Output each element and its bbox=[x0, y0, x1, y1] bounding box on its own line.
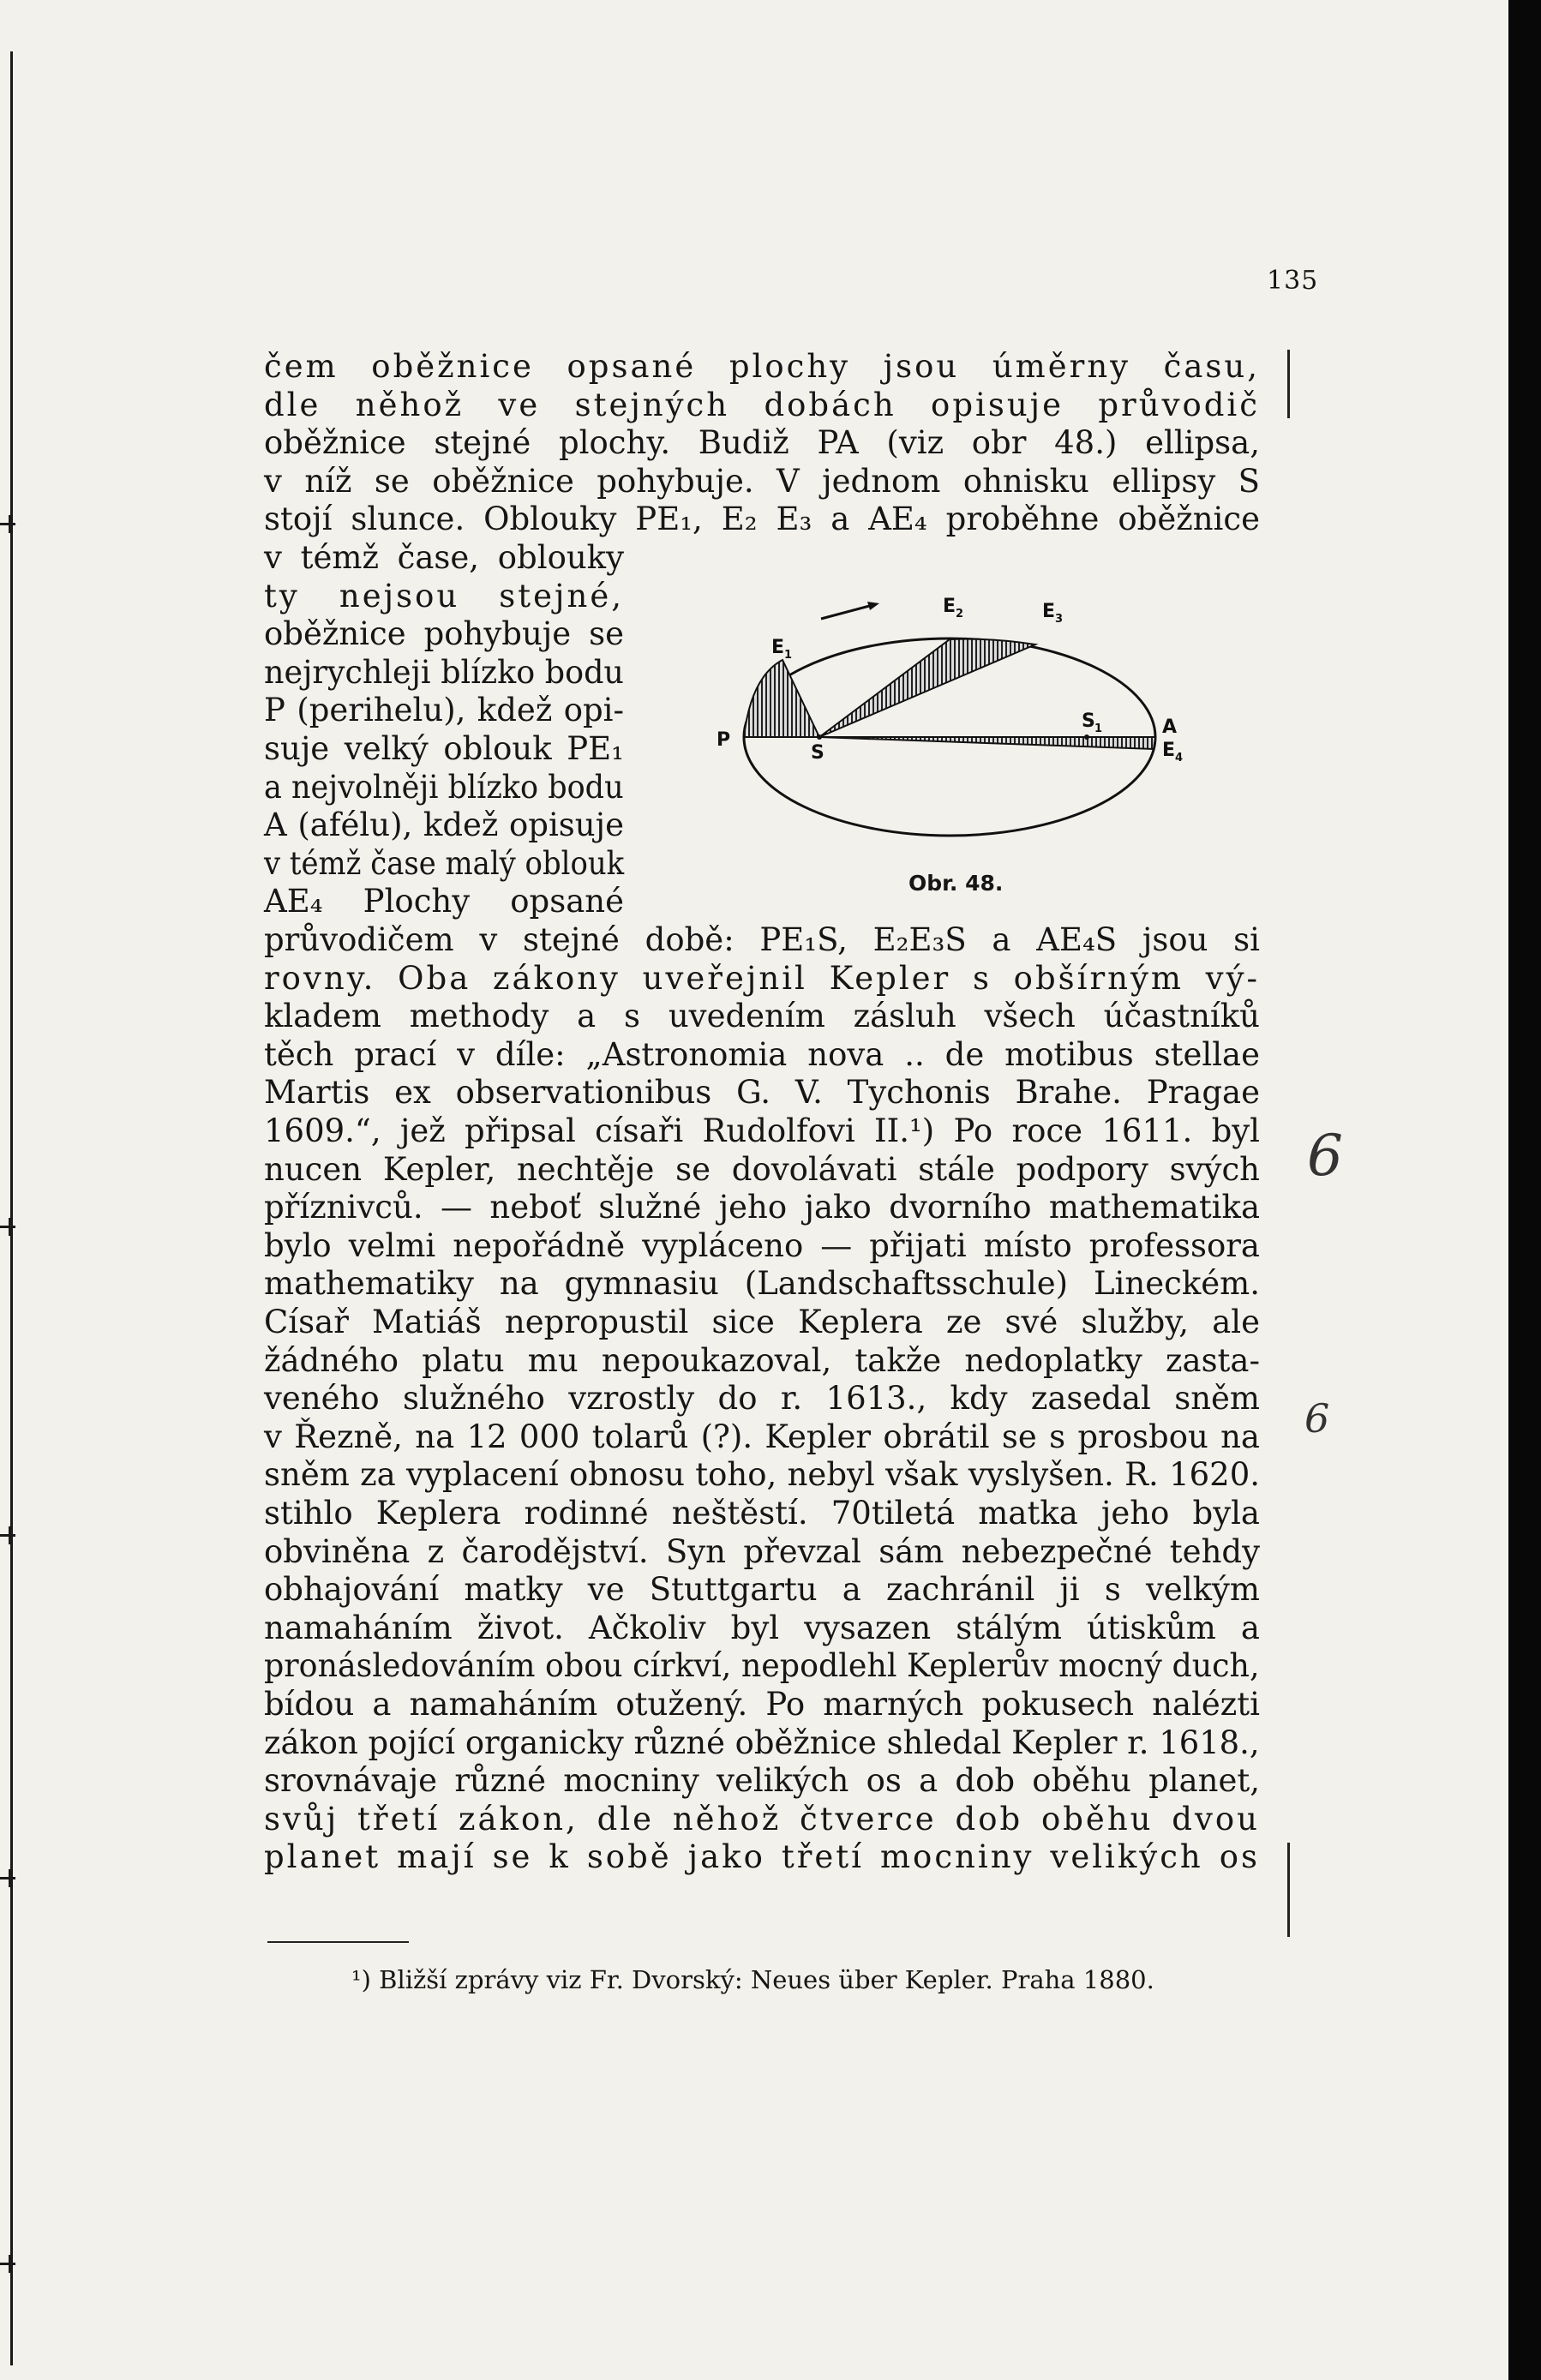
text-line: obhajování matky ve Stuttgartu a zachránil ji s velkým bbox=[264, 1571, 1260, 1609]
svg-text:2: 2 bbox=[956, 608, 964, 620]
svg-text:1: 1 bbox=[784, 649, 793, 662]
text-line: oběžnice stejné plochy. Budiž PA (viz obr 48.) ellipsa, bbox=[264, 424, 1260, 462]
text-line: průvodičem v stejné době: PE₁S, E₂E₃S a AE₄S jsou si bbox=[264, 921, 1260, 958]
text-line: bídou a namaháním otužený. Po marných pokusech nalézti bbox=[264, 1686, 1260, 1723]
sector-aphelion bbox=[819, 737, 1155, 749]
text-line: nucen Kepler, nechtěje se dovolávati stále podpory svých bbox=[264, 1150, 1260, 1188]
text-line: stihlo Keplera rodinné neštěstí. 70tiletá matka jeho byla bbox=[264, 1495, 1260, 1532]
svg-text:1: 1 bbox=[1094, 722, 1103, 735]
text-line: čem oběžnice opsané plochy jsou úměrny času, bbox=[264, 348, 1260, 385]
text-line: veného služného vzrostly do r. 1613., kdy zasedal sněm bbox=[264, 1380, 1260, 1418]
text-line: mathematiky na gymnasiu (Landschaftsschule) Lineckém. bbox=[264, 1265, 1260, 1303]
text-line: Císař Matiáš nepropustil sice Keplera ze své služby, ale bbox=[264, 1304, 1260, 1340]
label-P: P bbox=[717, 729, 731, 751]
label-E3: E bbox=[1042, 601, 1056, 622]
margin-bar bbox=[1287, 350, 1290, 418]
motion-arrow bbox=[821, 605, 872, 619]
text-line: příznivců. — neboť služné jeho jako dvorního mathematika bbox=[264, 1189, 1260, 1226]
sector-perihelion bbox=[744, 660, 819, 737]
text-line: bylo velmi nepořádně vypláceno — přijati místo professora bbox=[264, 1226, 1260, 1264]
label-E4: E bbox=[1162, 740, 1176, 761]
label-S: S bbox=[811, 742, 824, 764]
text-line: stojí slunce. Oblouky PE₁, E₂ E₃ a AE₄ proběhne oběžnice bbox=[264, 501, 1260, 538]
text-line: 1609.“, jež připsal císaři Rudolfovi II.¹) Po roce 1611. byl bbox=[264, 1112, 1260, 1149]
text-line: v níž se oběžnice pohybuje. V jednom ohnisku ellipsy S bbox=[264, 462, 1260, 500]
text-line: v témž čase malý oblouk bbox=[264, 844, 625, 882]
text-line: v Řezně, na 12 000 tolarů (?). Kepler obrátil se s prosbou na bbox=[264, 1418, 1260, 1455]
text-line: rovny. Oba zákony uveřejnil Kepler s obšírným vý- bbox=[264, 959, 1260, 997]
text-line: oběžnice pohybuje se bbox=[264, 615, 624, 653]
text-line: dle něhož ve stejných dobách opisuje průvodič bbox=[264, 386, 1260, 423]
text-line: pronásledováním obou církví, nepodlehl Keplerův mocný duch, bbox=[264, 1647, 1260, 1685]
footnote-rule bbox=[267, 1941, 409, 1943]
text-line: zákon pojící organicky různé oběžnice shledal Kepler r. 1618., bbox=[264, 1724, 1260, 1761]
text-line: a nejvolněji blízko bodu bbox=[264, 768, 624, 806]
margin-bar bbox=[1287, 1843, 1290, 1937]
text-line: ty nejsou stejné, bbox=[264, 577, 624, 614]
text-line: obviněna z čarodějství. Syn převzal sám nebezpečné tehdy bbox=[264, 1532, 1260, 1570]
text-line: žádného platu mu nepoukazoval, takže nedoplatky zasta- bbox=[264, 1341, 1260, 1379]
margin-note: 6 bbox=[1307, 1123, 1343, 1189]
text-line: AE₄ Plochy opsané bbox=[264, 883, 624, 920]
text-line: v témž čase, oblouky bbox=[264, 539, 624, 576]
text-line: těch prací v díle: „Astronomia nova .. de motibus stellae bbox=[264, 1035, 1260, 1073]
text-line: P (perihelu), kdež opi- bbox=[264, 692, 624, 729]
text-line: Martis ex observationibus G. V. Tychonis Brahe. Pragae bbox=[264, 1074, 1260, 1112]
footnote: ¹) Bližší zprávy viz Fr. Dvorský: Neues über Kepler. Praha 1880. bbox=[351, 1965, 1154, 1994]
text-line: A (afélu), kdež opisuje bbox=[264, 806, 624, 844]
text-line: svůj třetí zákon, dle něhož čtverce dob oběhu dvou bbox=[264, 1800, 1260, 1837]
label-E1: E bbox=[771, 637, 785, 658]
text-line: sněm za vyplacení obnosu toho, nebyl však vyslyšen. R. 1620. bbox=[264, 1456, 1260, 1494]
margin-note: 6 bbox=[1304, 1395, 1330, 1442]
label-S1: S bbox=[1082, 710, 1095, 732]
svg-text:4: 4 bbox=[1175, 752, 1184, 764]
binding-edge bbox=[0, 0, 15, 2380]
text-line: kladem methody a s uvedením zásluh všech účastníků bbox=[264, 998, 1260, 1035]
label-A: A bbox=[1162, 716, 1178, 738]
ellipse-orbit-figure bbox=[693, 566, 1250, 908]
page-number: 135 bbox=[1267, 266, 1319, 296]
figure-caption: Obr. 48. bbox=[908, 871, 1004, 896]
svg-text:3: 3 bbox=[1055, 613, 1064, 626]
label-E2: E bbox=[943, 596, 956, 617]
text-line: nejrychleji blízko bodu bbox=[264, 653, 624, 691]
text-line: srovnávaje různé mocniny velikých os a dob oběhu planet, bbox=[264, 1762, 1260, 1800]
text-line: planet mají se k sobě jako třetí mocniny velikých os bbox=[264, 1838, 1260, 1876]
text-line: suje velký oblouk PE₁ bbox=[264, 730, 624, 767]
sector-middle bbox=[819, 639, 1035, 737]
text-line: namaháním život. Ačkoliv byl vysazen stálým útiskům a bbox=[264, 1609, 1260, 1646]
